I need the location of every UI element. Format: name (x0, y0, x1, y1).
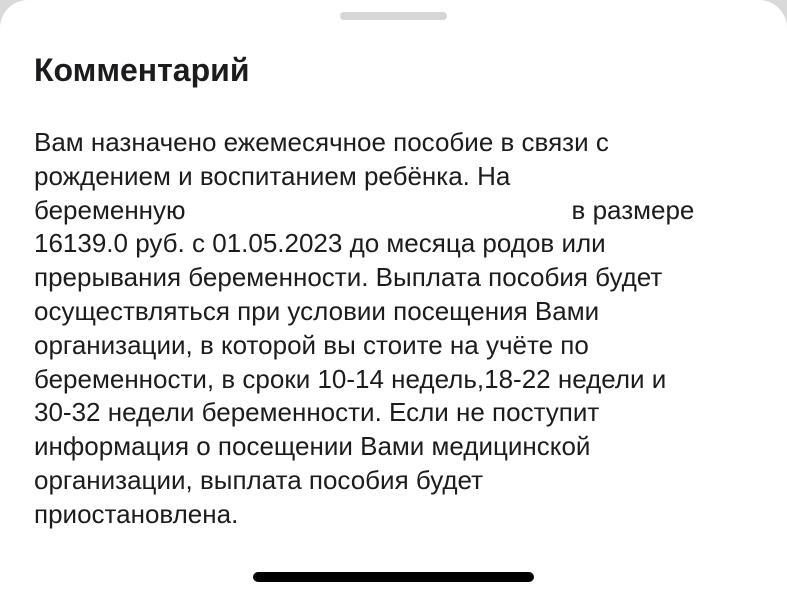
comment-line (34, 194, 764, 228)
comment-line: организации, в которой вы стоите на учёте по (34, 329, 589, 360)
redacted-text (186, 199, 572, 223)
comment-line: прерывания беременности. Выплата пособия будет (34, 262, 663, 293)
home-indicator[interactable] (253, 572, 534, 582)
comment-line: организации, выплата пособия будет (34, 464, 484, 495)
comment-line: информация о посещении Вами медицинской (34, 431, 591, 462)
sheet-title: Комментарий (34, 52, 250, 88)
comment-line: осуществляться при условии посещения Вами (34, 295, 600, 326)
comment-line: Вам назначено ежемесячное пособие в связи с (34, 127, 609, 157)
comment-line-start: беременную (34, 194, 186, 225)
comment-line-end: в размере (571, 194, 695, 225)
comment-line: рождением и воспитанием ребёнка. На (34, 160, 511, 191)
sheet-grabber[interactable] (340, 12, 447, 20)
comment-line: 16139.0 руб. с 01.05.2023 до месяца родов или (34, 228, 606, 259)
comment-line: беременности, в сроки 10-14 недель,18-22 недели и (34, 363, 667, 394)
comment-line: приостановлена. (34, 498, 239, 529)
comment-line: 30-32 недели беременности. Если не поступит (34, 397, 600, 428)
comment-text (34, 126, 764, 532)
